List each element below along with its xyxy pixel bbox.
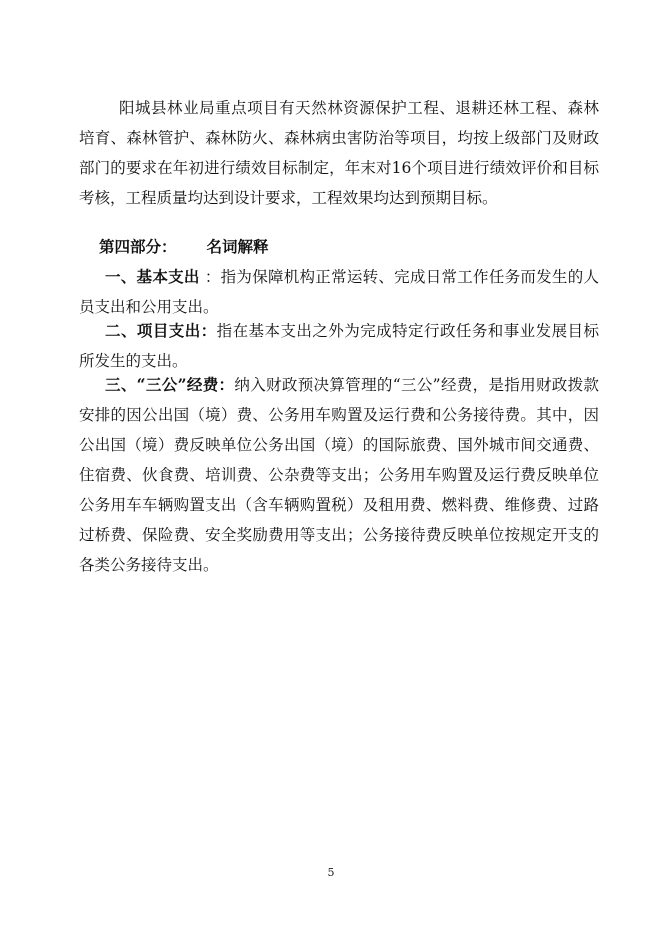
definition-text: 指在基本支出之外为完成特定行政任务和事业发展目标所发生的支出。 bbox=[79, 322, 599, 370]
section-title: 名词解释 bbox=[206, 237, 269, 256]
definition-text: 指为保障机构正常运转、完成日常工作任务而发生的人员支出和公用支出。 bbox=[79, 268, 599, 316]
definition-text: 纳入财政预决算管理的“三公”经费，是指用财政拨款安排的因公出国（境）费、公务用车购置及运行费和公务接待费。其中，因公出国（境）费反映单位公务出国（境）的国际旅费、国外城市间交通费、住宿费、伙食费、培训费、公杂费等支出；公务用车购置及运行费反映单位公务用车车辆购置支出（含车辆购置税）及租用费、燃料费、维修费、过路过桥费、保险费、安全奖励费用等支出；公务接待费反映单位按规定开支的各类公务接待支出。 bbox=[79, 376, 599, 574]
definition-separator: ： bbox=[199, 268, 221, 286]
page-number: 5 bbox=[327, 866, 335, 879]
definition-term: 三、“三公”经费： bbox=[105, 375, 235, 394]
definition-term: 一、基本支出 bbox=[105, 267, 200, 286]
definition-term: 二、项目支出： bbox=[105, 321, 217, 340]
definition-basic-expenditure bbox=[79, 262, 599, 322]
definition-project-expenditure bbox=[79, 316, 599, 376]
definition-three-public-expenses bbox=[79, 370, 599, 580]
section-label: 第四部分： bbox=[99, 237, 177, 256]
intro-paragraph: 阳城县林业局重点项目有天然林资源保护工程、退耕还林工程、森林培育、森林管护、森林防火、森林病虫害防治等项目，均按上级部门及财政部门的要求在年初进行绩效目标制定，年末对16个项目进行绩效评价和目标考核，工程质量均达到设计要求，工程效果均达到预期目标。 bbox=[79, 99, 599, 207]
section-heading bbox=[99, 232, 599, 262]
